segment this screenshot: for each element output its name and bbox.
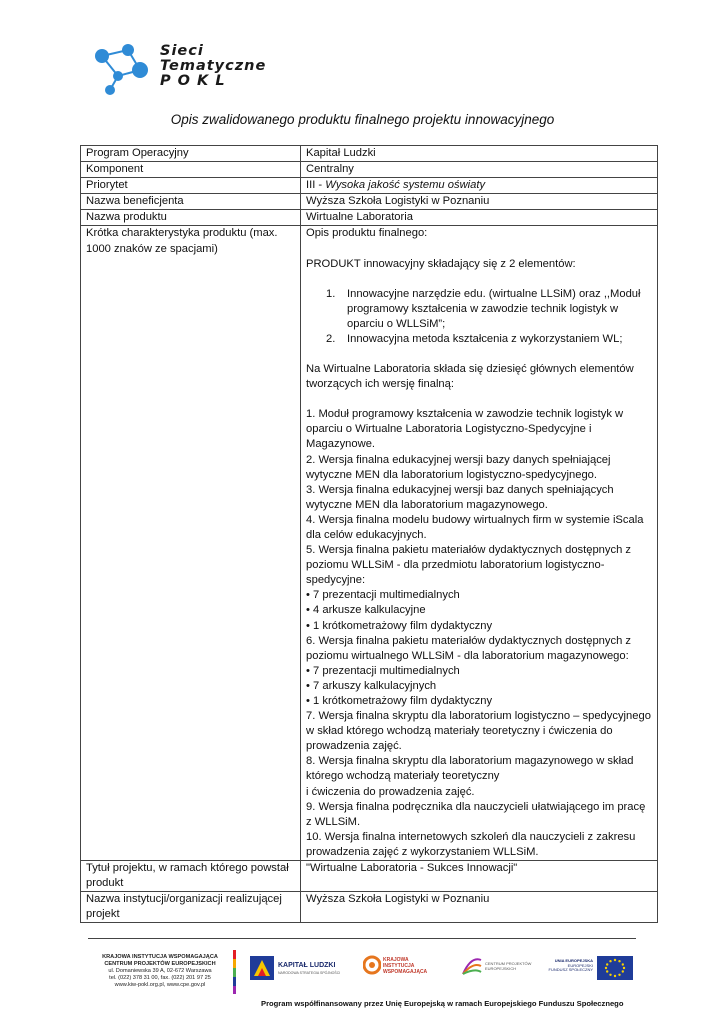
logo-text xyxy=(160,44,266,89)
list-item: 9. Wersja finalna podręcznika dla nauczycieli ułatwiającego im pracę z WLLSiM. xyxy=(306,800,646,828)
list-item: • 7 prezentacji multimedialnych xyxy=(306,664,460,677)
kiw-logo xyxy=(363,954,428,981)
list-item: 4. Wersja finalna modelu budowy wirtualnych firm w systemie iScala dla celów edukacyjnych. xyxy=(306,513,644,541)
kapital-ludzki-text: KAPITAŁ LUDZKI xyxy=(278,962,336,969)
eu-text xyxy=(547,959,593,973)
row-value: Centralny xyxy=(301,162,658,178)
table-row xyxy=(81,892,658,923)
table-row xyxy=(81,146,658,162)
priority-name: Wysoka jakość systemu oświaty xyxy=(325,179,486,192)
list-item: 7. Wersja finalna skryptu dla laboratorium logistyczno – spedycyjnego w skład którego wchodzą materiały teoretyczny i ćwiczenia do prowadzenia zajęć. xyxy=(306,710,651,753)
kapital-ludzki-subtext: NARODOWA STRATEGIA SPÓJNOŚCI xyxy=(278,971,341,975)
eu-line: FUNDUSZ SPOŁECZNY xyxy=(548,967,593,973)
list-item xyxy=(306,287,653,332)
row-value: Wyższa Szkoła Logistyki w Poznaniu xyxy=(301,194,658,210)
description-cell xyxy=(301,226,658,861)
list-item: 2. Wersja finalna edukacyjnej wersji bazy danych spełniającej wytyczne MEN dla laboratorium logistyczno-spedycyjnego. xyxy=(306,453,611,481)
description-paragraph: Na Wirtualne Laboratoria składa się dziesięć głównych elementów tworzących ich wersję finalną: xyxy=(306,363,634,391)
logo-line-2: Tematyczne xyxy=(160,58,267,74)
footer-divider xyxy=(88,938,636,939)
row-value: Wyższa Szkoła Logistyki w Poznaniu xyxy=(301,892,658,923)
institution-address xyxy=(85,954,235,989)
list-item: 8. Wersja finalna skryptu dla laboratorium magazynowego w skład którego wchodzą materiały teoretyczny xyxy=(306,755,634,783)
list-item: i ćwiczenia do prowadzenia zajęć. xyxy=(306,785,475,798)
list-item: • 7 prezentacji multimedialnych xyxy=(306,589,460,602)
cpe-text xyxy=(485,962,531,971)
ordered-list xyxy=(306,287,653,347)
footer xyxy=(85,948,645,1018)
eu-line: UNIA EUROPEJSKA xyxy=(554,958,593,963)
row-label: Priorytet xyxy=(81,178,301,194)
institution-line: ul. Domaniewska 39 A, 02-672 Warszawa xyxy=(108,968,212,974)
list-item: • 4 arkusze kalkulacyjne xyxy=(306,604,426,617)
institution-line: www.kiw-pokl.org.pl, www.cpe.gov.pl xyxy=(114,982,206,988)
list-item: • 7 arkuszy kalkulacyjnych xyxy=(306,679,437,692)
row-value: Wirtualne Laboratoria xyxy=(301,210,658,226)
description-intro: PRODUKT innowacyjny składający się z 2 elementów: xyxy=(306,257,576,270)
list-item: 1. Moduł programowy kształcenia w zawodzie technik logistyk w oparciu o Wirtualne Laboratoria Logistyczno-Spedycyjne i Magazynowe. xyxy=(306,408,624,451)
table-row xyxy=(81,178,658,194)
list-number: 2. xyxy=(326,332,336,345)
row-label: Nazwa produktu xyxy=(81,210,301,226)
kapital-ludzki-icon xyxy=(250,956,274,980)
description-heading: Opis produktu finalnego: xyxy=(306,227,428,240)
row-label: Nazwa instytucji/organizacji realizującej projekt xyxy=(81,892,301,923)
institution-line: tel. (022) 378 31 00, fax. (022) 201 97 25 xyxy=(109,975,211,981)
list-item xyxy=(306,332,653,347)
cpe-icon xyxy=(461,954,483,978)
kiw-text xyxy=(383,958,427,975)
kiw-line: INSTYTUCJA xyxy=(383,962,415,969)
priority-number: III - xyxy=(306,179,326,192)
cpe-line: CENTRUM PROJEKTÓW xyxy=(485,961,532,966)
color-bar-icon xyxy=(233,950,236,994)
table-row xyxy=(81,162,658,178)
kiw-line: KRAJOWA xyxy=(383,957,409,963)
list-text: Innowacyjna metoda kształcenia z wykorzystaniem WL; xyxy=(347,332,623,345)
table-row xyxy=(81,194,658,210)
kiw-line: WSPOMAGAJĄCA xyxy=(383,968,428,975)
document-title: Opis zwalidowanego produktu finalnego projektu innowacyjnego xyxy=(170,112,555,127)
list-text: Innowacyjne narzędzie edu. (wirtualne LLSiM) oraz ,,Moduł programowy kształcenia w zawodzie technik logistyk w oparciu o WLLSiM”; xyxy=(347,287,641,330)
product-table xyxy=(80,145,658,923)
row-label: Nazwa beneficjenta xyxy=(81,194,301,210)
sieci-tematyczne-logo xyxy=(88,40,268,100)
row-value xyxy=(301,178,658,194)
institution-line: CENTRUM PROJEKTÓW EUROPEJSKICH xyxy=(104,961,216,967)
institution-line: KRAJOWA INSTYTUCJA WSPOMAGAJĄCA xyxy=(102,954,218,960)
row-label: Komponent xyxy=(81,162,301,178)
row-label: Krótka charakterystyka produktu (max. 1000 znaków ze spacjami) xyxy=(81,226,301,861)
row-label: Program Operacyjny xyxy=(81,146,301,162)
table-row xyxy=(81,210,658,226)
table-row-description xyxy=(81,226,658,861)
logo-line-3: P O K L xyxy=(160,73,226,89)
kiw-icon xyxy=(363,954,381,976)
list-item: 6. Wersja finalna pakietu materiałów dydaktycznych dostępnych z poziomu wirtualnego WLLSiM - dla laboratorium magazynowego: xyxy=(306,634,632,662)
table-row xyxy=(81,861,658,892)
cpe-logo xyxy=(461,954,532,983)
row-value: Kapitał Ludzki xyxy=(301,146,658,162)
list-item: 3. Wersja finalna edukacyjnej wersji baz danych spełniających wytyczne MEN dla laboratorium magazynowego. xyxy=(306,483,614,511)
row-value: "Wirtualne Laboratoria - Sukces Innowacji" xyxy=(301,861,658,892)
cpe-line: EUROPEJSKICH xyxy=(485,965,517,971)
logo-line-1: Sieci xyxy=(160,43,204,59)
row-label: Tytuł projektu, w ramach którego powstał produkt xyxy=(81,861,301,892)
list-item: 10. Wersja finalna internetowych szkoleń dla nauczycieli z zakresu prowadzenia zajęć z wykorzystaniem WLLSiM. xyxy=(306,830,636,858)
eu-line: EUROPEJSKI xyxy=(567,962,593,968)
list-item: • 1 krótkometrażowy film dydaktyczny xyxy=(306,619,493,632)
funding-note: Program współfinansowany przez Unię Europejską w ramach Europejskiego Funduszu Społecznego xyxy=(261,999,624,1008)
list-item: 5. Wersja finalna pakietu materiałów dydaktycznych dostępnych z poziomu WLLSiM - dla przedmiotu laboratorium logistyczno-spedycyjne: xyxy=(306,544,632,587)
eu-flag-icon xyxy=(597,956,633,980)
kapital-ludzki-logo xyxy=(250,956,341,985)
list-number: 1. xyxy=(326,287,336,300)
network-molecule-icon xyxy=(88,40,158,100)
list-item: • 1 krótkometrażowy film dydaktyczny xyxy=(306,695,493,707)
element-list xyxy=(306,407,653,860)
